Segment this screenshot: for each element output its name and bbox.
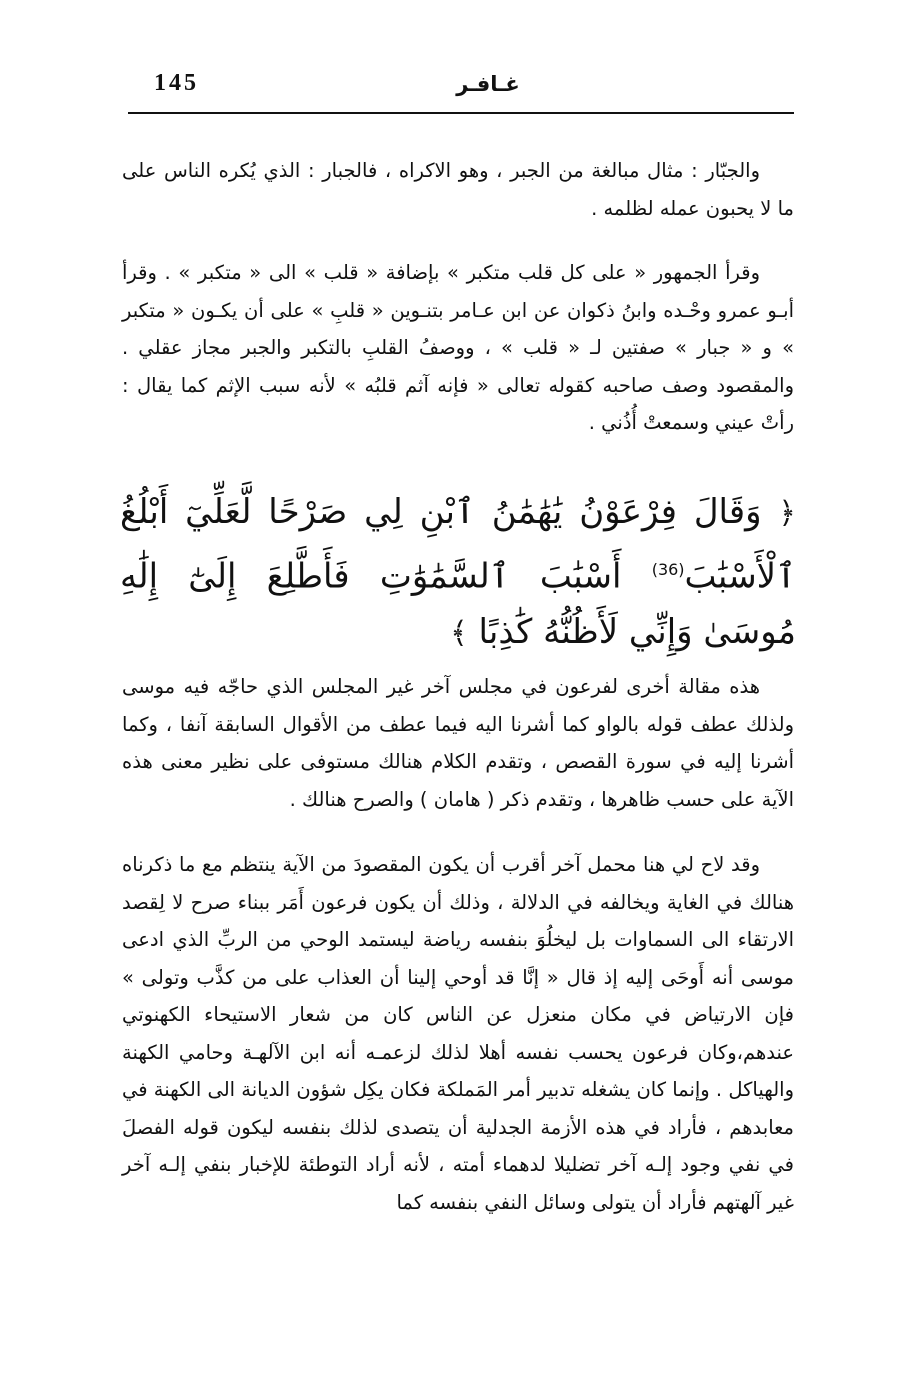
paragraph-text: والجبّار : مثال مبالغة من الجبر ، وهو الاكراه ، فالجبار : الذي يُكره الناس على ما لا يحبون عمله لظلمه . <box>122 159 794 220</box>
verse-open-bracket: ﴿ <box>778 496 796 531</box>
quran-verse <box>120 484 796 662</box>
paragraph-text: وقرأ الجمهور « على كل قلب متكبر » بإضافة « قلب » الى « متكبر » . وقرأ أبـو عمرو وحْـده وابنُ ذكوان عن ابن عـامر بتنـوين « قلبِ » على أن يكـون « متكبر » و « جبار » صفتين لـ « قلب » ، ووصفُ القلبِ بالتكبر والجبر مجاز عقلي . والمقصود وصف صاحبه كقوله تعالى « فإنه آثم قلبُه » لأنه سبب الإثم كما يقال : رأتْ عيني وسمعتْ أُذُني . <box>122 261 794 434</box>
paragraph-commentary <box>122 668 794 818</box>
header-rule <box>128 112 794 114</box>
paragraph-text: هذه مقالة أخرى لفرعون في مجلس آخر غير المجلس الذي حاجّه فيه موسى ولذلك عطف قوله بالواو كما أشرنا اليه فيما عطف من الأقوال السابقة آنفا ، وكما أشرنا إليه في سورة القصص ، وتقدم الكلام هنالك مستوفى على نظير معنى هذه الآية على حسب ظاهرها ، وتقدم ذكر ( هامان ) والصرح هنالك . <box>122 675 794 811</box>
paragraph-jabbar-definition <box>122 152 794 227</box>
verse-close-bracket: ﴾ <box>450 616 468 652</box>
page-header <box>128 64 794 112</box>
paragraph-alternative-interpretation <box>122 846 794 1221</box>
verse-text-part1: وَقَالَ فِرْعَوْنُ يَٰهَٰمَٰنُ ٱبْنِ لِي صَرْحًا لَّعَلِّيٓ أَبْلُغُ ٱلْأَسْبَٰبَ <box>120 492 796 597</box>
paragraph-qiraat <box>122 254 794 442</box>
paragraph-text: وقد لاح لي هنا محمل آخر أقرب أن يكون المقصودَ من الآية ينتظم مع ما ذكرناه هنالك في الغاية ويخالفه في الدلالة ، وذلك أن يكون فرعون أَمَر ببناء صرح لا لِقصد الارتقاء الى السماوات بل ليخلُوَ بنفسه رياضة ليستمد الوحي من الربِّ الذي ادعى موسى أنه أَوحَى إليه إذ قال « إنَّا قد أوحي إلينا أن العذاب على من كذَّب وتولى » فإن الارتياض في مكان منعزل عن الناس كان من شعار الاستيحاء الكهنوتي عندهم،وكان فرعون يحسب نفسه أهلا لذلك لزعمـه أنه ابن الآلهـة وحامي الكهنة والهياكل . وإنما كان يشغله تدبير أمر المَملكة فكان يكِل شؤون الديانة الى الكهنة في معابدهم ، فأراد في هذه الأزمة الجدلية أن يتصدى لذلك بنفسه ليكون قوله الفصلَ في نفي وجود إلـه آخر تضليلا لدهماء أمته ، لأنه أراد التوطئة للإخبار بنفي إلـه آخر غير آلهتهم فأراد أن يتولى وسائل النفي بنفسه كما <box>122 853 794 1214</box>
verse-text-part2: أَسْبَٰبَ ٱلسَّمَٰوَٰتِ فَأَطَّلِعَ إِلَىٰٓ إِلَٰهِ مُوسَىٰ وَإِنِّي لَأَظُنُّهُ كَٰذِبًا <box>120 556 796 653</box>
verse-number: (36) <box>651 560 685 579</box>
running-title: غـافـر <box>456 72 520 96</box>
page-number: 145 <box>154 70 199 96</box>
